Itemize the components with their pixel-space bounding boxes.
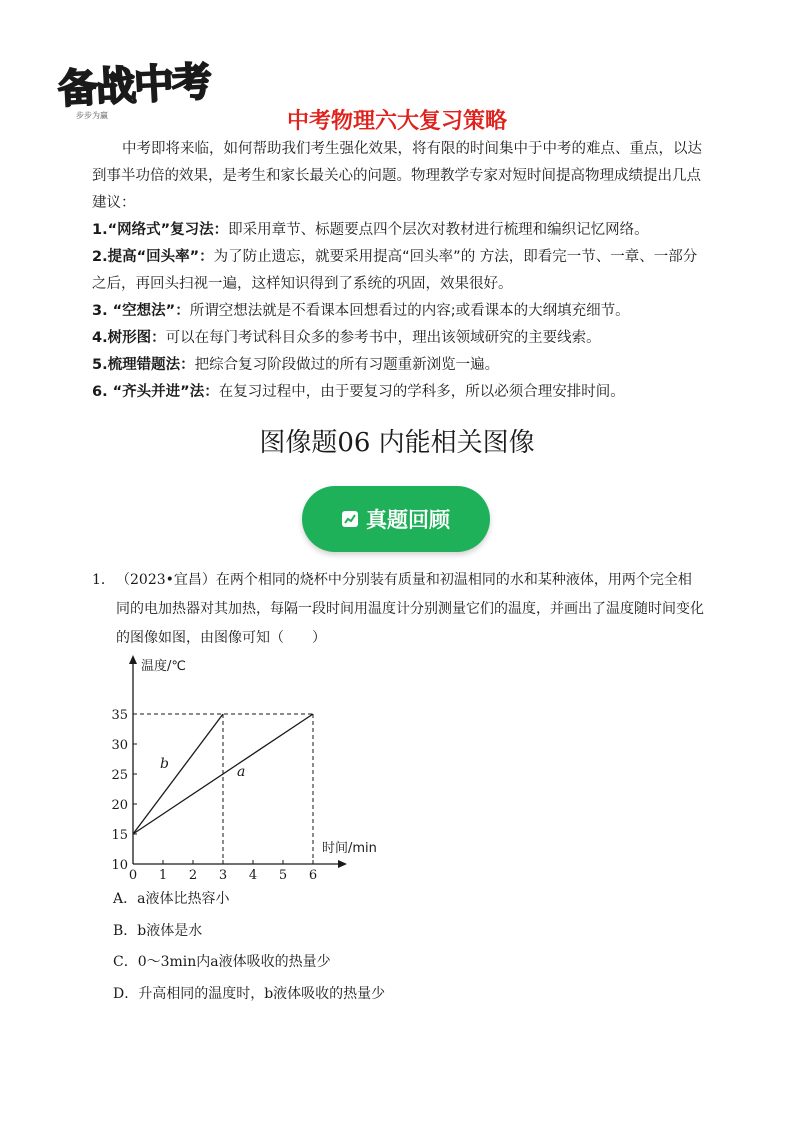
y-axis-arrow: [129, 655, 137, 664]
section-badge: [302, 486, 490, 552]
tips-list: [92, 217, 702, 406]
temperature-time-chart: [100, 650, 400, 880]
question-1: [92, 566, 704, 653]
tip-item: [92, 298, 702, 325]
tip-item: [92, 217, 702, 244]
badge-label: 真题回顾: [366, 508, 450, 532]
tip-item: [92, 379, 702, 406]
option-b[interactable]: B．b液体是水: [113, 922, 203, 939]
option-c[interactable]: C．0～3min内a液体吸收的热量少: [113, 954, 331, 970]
question-stem: （2023•宜昌）在两个相同的烧杯中分别装有质量和初温相同的水和某种液体，用两个完全相同的电加热器对其加热，每隔一段时间用温度计分别测量它们的温度，并画出了温度随时间变化的图像如图，由图像可知（ ）: [116, 572, 704, 646]
tip-label: 3. “空想法”：: [92, 303, 190, 319]
tip-text: 所谓空想法就是不看课本回想看过的内容;或看课本的大纲填充细节。: [189, 303, 630, 319]
tip-text: 可以在每门考试科目众多的参考书中，理出该领域研究的主要线索。: [165, 330, 601, 346]
tip-label: 4.树形图：: [92, 330, 166, 346]
x-tick-label: 6: [308, 868, 318, 880]
x-tick-label: 2: [188, 868, 198, 880]
x-tick-label: 4: [248, 868, 258, 880]
section-title: 图像题06 内能相关图像: [259, 428, 535, 458]
tip-label: 6. “齐头并进”法：: [92, 384, 219, 400]
y-tick-label: 10: [111, 858, 128, 873]
y-tick-label: 30: [111, 738, 128, 753]
tip-label: 5.梳理错题法：: [92, 357, 195, 373]
tip-label: 2.提高“回头率”：: [92, 249, 214, 265]
logo-subtitle: 步步为赢: [76, 111, 108, 120]
logo-text: 备战中考: [56, 59, 212, 113]
tip-text: 为了防止遗忘，就要采用提高“回头率”的 方法，即看完一节、一章、一部分之后，再回头扫视一遍，这样知识得到了系统的巩固，效果很好。: [92, 249, 698, 292]
x-tick-label: 5: [278, 868, 288, 880]
option-a[interactable]: A．a液体比热容小: [113, 891, 230, 907]
y-tick-label: 25: [111, 768, 128, 783]
chart-trend-icon: [342, 511, 358, 527]
tip-text: 在复习过程中，由于要复习的学科多，所以必须合理安排时间。: [218, 384, 625, 400]
x-tick-label: 1: [158, 868, 168, 880]
question-number: 1．: [92, 572, 115, 588]
tip-item: [92, 244, 702, 298]
x-tick-label: 3: [218, 868, 228, 880]
tip-text: 即采用章节、标题要点四个层次对教材进行梳理和编织记忆网络。: [228, 222, 649, 238]
option-d[interactable]: D．升高相同的温度时，b液体吸收的热量少: [113, 985, 386, 1002]
series-label-b: b: [160, 756, 169, 772]
series-line-b: [133, 714, 223, 834]
x-tick-label: 0: [128, 868, 138, 880]
y-axis-label: 温度/℃: [141, 659, 186, 674]
page-title: 中考物理六大复习策略: [286, 109, 507, 134]
y-tick-label: 20: [111, 798, 128, 813]
series-label-a: a: [237, 764, 246, 780]
x-axis-arrow: [338, 860, 347, 868]
tip-item: [92, 325, 702, 352]
answer-options: [113, 884, 385, 1010]
y-tick-label: 15: [111, 828, 128, 843]
intro-paragraph: 中考即将来临，如何帮助我们考生强化效果，将有限的时间集中于中考的难点、重点，以达到事半功倍的效果，是考生和家长最关心的问题。物理教学专家对短时间提高物理成绩提出几点建议：: [92, 141, 702, 211]
tip-text: 把综合复习阶段做过的所有习题重新浏览一遍。: [194, 357, 500, 373]
x-axis-label: 时间/min: [322, 841, 377, 856]
tip-item: [92, 352, 702, 379]
y-tick-label: 35: [111, 708, 128, 723]
tip-label: 1.“网络式”复习法：: [92, 222, 229, 238]
